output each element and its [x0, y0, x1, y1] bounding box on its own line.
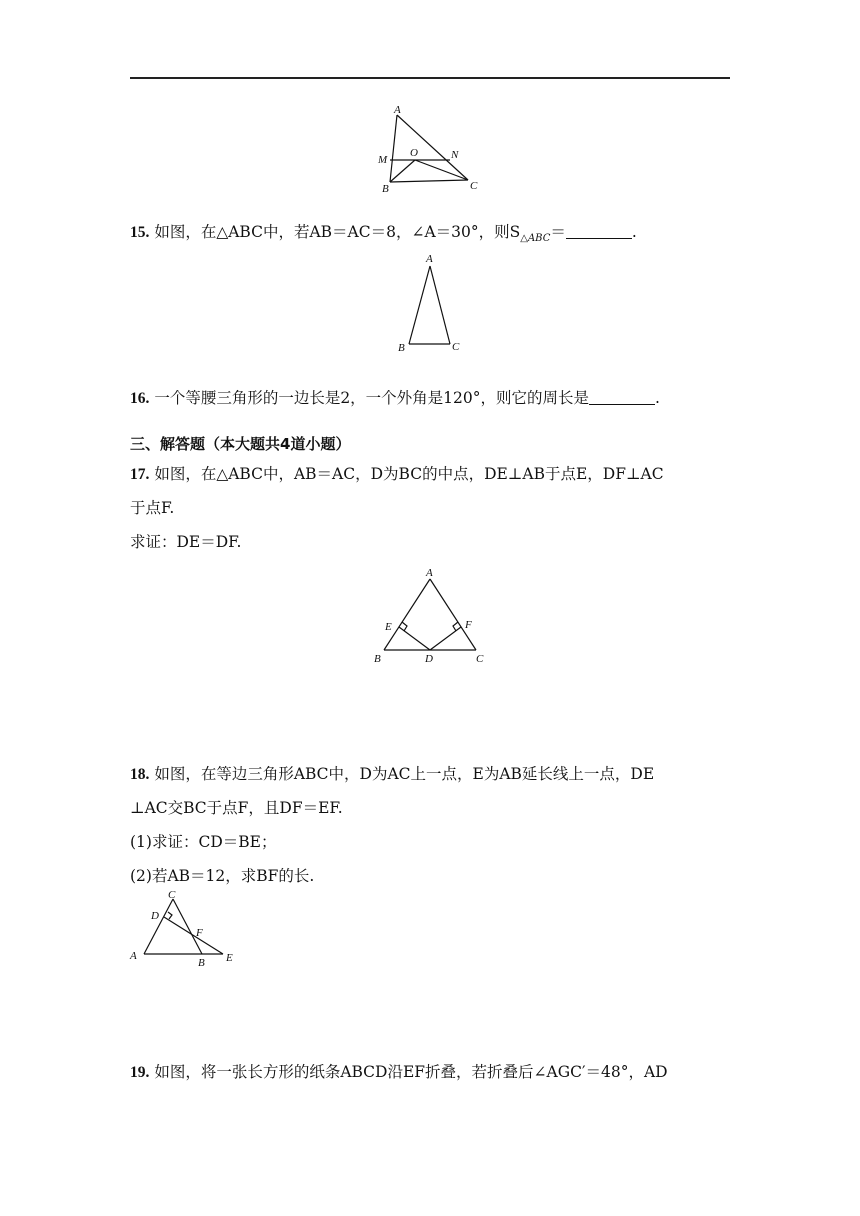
question-number: 16.	[130, 390, 150, 407]
equals: ＝	[550, 223, 566, 241]
question-number: 18.	[130, 766, 150, 783]
question-17-prove: 求证：DE＝DF.	[130, 533, 242, 551]
question-18-line-1	[130, 764, 654, 785]
question-text: 一个等腰三角形的一边长是2，一个外角是120°，则它的周长是	[154, 389, 590, 407]
label-m: M	[378, 154, 388, 166]
label-b: B	[382, 183, 389, 195]
label-a: A	[426, 253, 433, 265]
triangle-figure-abc	[390, 250, 470, 356]
label-e: E	[385, 621, 392, 633]
label-n: N	[451, 149, 459, 161]
header-rule	[130, 77, 730, 79]
label-b: B	[374, 653, 381, 665]
period: .	[631, 223, 637, 241]
label-f: F	[465, 619, 472, 631]
section-heading: 三、解答题（本大题共4道小题）	[130, 435, 351, 453]
question-18-part-2: (2)若AB＝12，求BF的长.	[130, 867, 315, 885]
label-b: B	[198, 957, 205, 968]
label-b: B	[398, 342, 405, 354]
question-17-line-1	[130, 464, 664, 485]
question-text: 如图，在△ABC中，AB＝AC，D为BC的中点，DE⊥AB于点E，DF⊥AC	[154, 465, 664, 483]
label-c: C	[470, 180, 478, 192]
answer-blank	[589, 390, 655, 405]
question-19	[130, 1062, 668, 1083]
question-text: 如图，在等边三角形ABC中，D为AC上一点，E为AB延长线上一点，DE	[154, 765, 655, 783]
label-e: E	[226, 952, 233, 964]
label-a: A	[130, 950, 137, 962]
triangle-figure-mon	[370, 100, 490, 196]
question-17-line-2: 于点F.	[130, 499, 175, 517]
question-18-part-1: (1)求证：CD＝BE；	[130, 833, 277, 851]
question-number: 15.	[130, 224, 150, 241]
question-number: 17.	[130, 466, 150, 483]
label-d: D	[151, 910, 159, 922]
label-o: O	[410, 147, 418, 159]
question-18-line-2: ⊥AC交BC于点F，且DF＝EF.	[130, 799, 343, 817]
question-text: 如图，在△ABC中，若AB＝AC＝8，∠A＝30°，则S	[154, 223, 521, 241]
question-number: 19.	[130, 1064, 150, 1081]
label-c: C	[168, 889, 176, 901]
answer-blank	[566, 224, 632, 239]
triangle-figure-equilateral	[126, 886, 242, 968]
period: .	[655, 389, 660, 407]
label-c: C	[476, 653, 484, 665]
label-d: D	[425, 653, 433, 665]
question-16	[130, 388, 660, 409]
label-a: A	[426, 567, 433, 579]
label-a: A	[394, 104, 401, 116]
question-text: 如图，将一张长方形的纸条ABCD沿EF折叠，若折叠后∠AGC′＝48°，AD	[154, 1063, 668, 1081]
label-c: C	[452, 341, 460, 353]
question-15	[130, 222, 637, 249]
area-subscript: △ABC	[520, 233, 551, 245]
triangle-figure-def	[368, 562, 492, 668]
label-f: F	[196, 927, 203, 939]
